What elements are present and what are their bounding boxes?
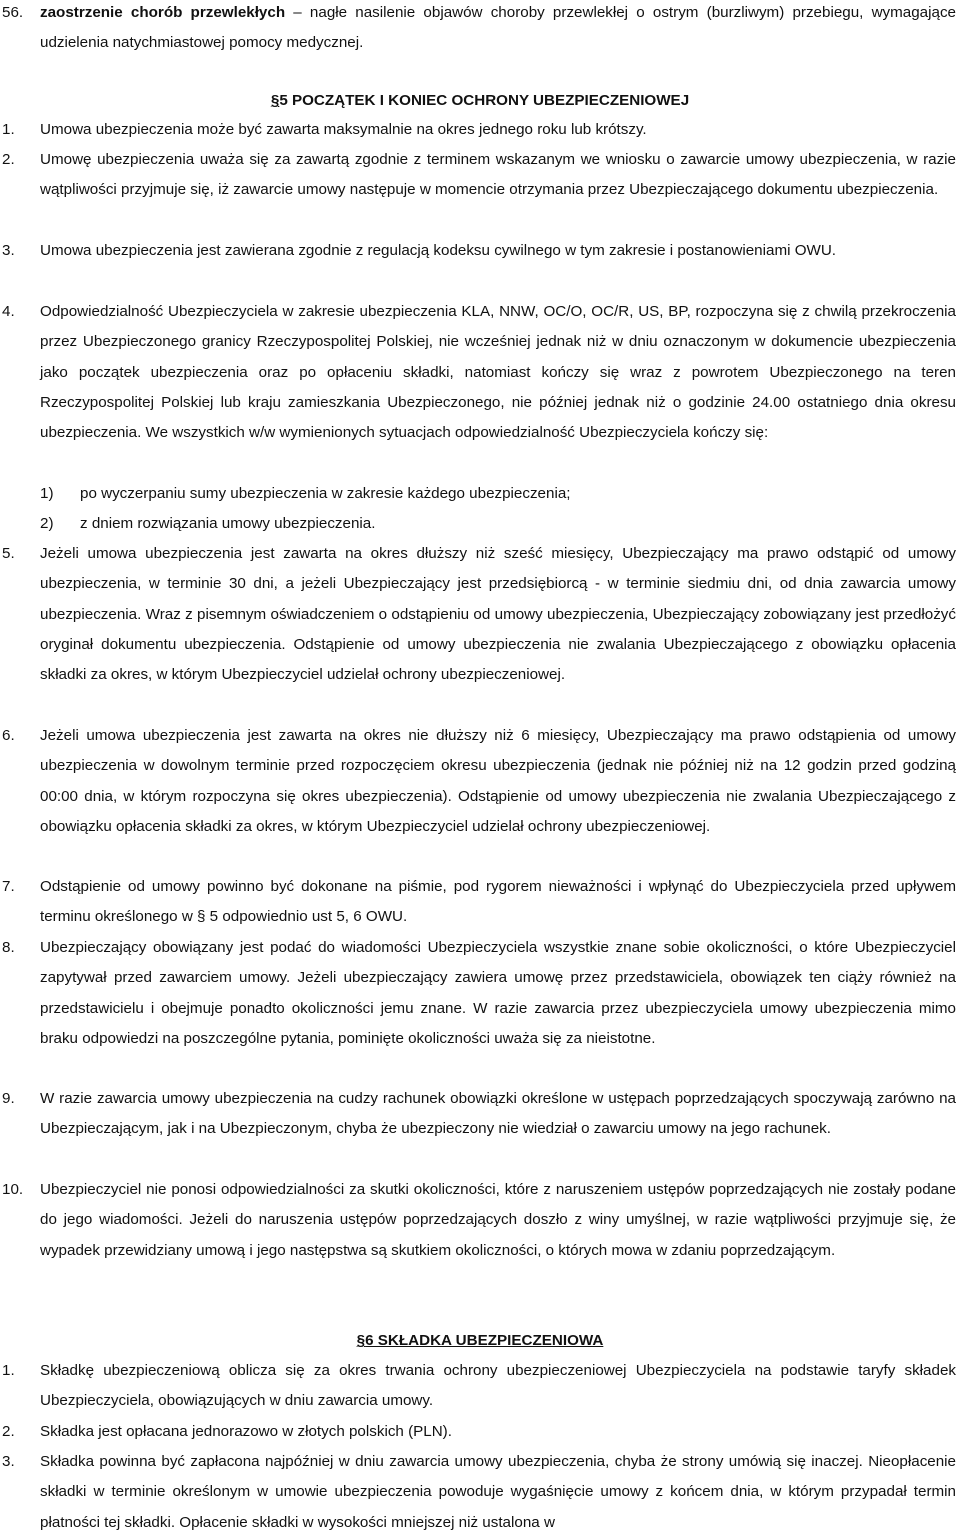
item-number: 1): [40, 485, 54, 502]
section-title: 5 POCZĄTEK I KONIEC OCHRONY UBEZPIECZENIOWEJ: [279, 92, 690, 109]
section-5-item-8: [0, 933, 956, 1054]
item-text: po wyczerpaniu sumy ubezpieczenia w zakresie każdego ubezpieczenia;: [80, 485, 571, 502]
item-text: Odpowiedzialność Ubezpieczyciela w zakresie ubezpieczenia KLA, NNW, OC/O, OC/R, US, BP, rozpoczyna się z chwilą przekroczenia przez Ubezpieczonego granicy Rzeczypospolitej Polskiej, nie wcześniej jednak niż w dniu oznaczonym w dokumencie ubezpieczenia jako początek ubezpieczenia oraz po opłaceniu składki, natomiast kończy się wraz z powrotem Ubezpieczonego na teren Rzeczypospolitej Polskiej lub kraju zamieszkania Ubezpieczonego, nie później jednak niż o godzinie 24.00 ostatniego dnia okresu ubezpieczenia. We wszystkich w/w wymienionych sytuacjach odpowiedzialność Ubezpieczyciela kończy się:: [40, 303, 956, 442]
definition-text: – nagłe nasilenie objawów choroby przewlekłej o ostrym (burzliwym) przebiegu, wymagające udzielenia natychmiastowej pomocy medycznej.: [40, 4, 956, 52]
section-5-item-1: [0, 115, 956, 145]
item-text: Jeżeli umowa ubezpieczenia jest zawarta na okres nie dłuższy niż 6 miesięcy, Ubezpieczający ma prawo odstąpienia od umowy ubezpieczenia w dowolnym terminie przed rozpoczęciem okresu ubezpieczenia (jednak nie później niż na 12 godzin przed godziną 00:00 dnia, w którym rozpoczyna się okres ubezpieczenia). Odstąpienie od umowy ubezpieczenia nie zwalania Ubezpieczającego z obowiązku opłacenia składki za okres, w którym Ubezpieczyciel udzielał ochrony ubezpieczeniowej.: [40, 727, 956, 835]
item-number: 6.: [2, 727, 15, 744]
section-5-item-9: [0, 1084, 956, 1145]
item-text: W razie zawarcia umowy ubezpieczenia na cudzy rachunek obowiązki określone w ustępach poprzedzających spoczywają zarówno na Ubezpieczającym, jak i na Ubezpieczonym, chyba że ubezpieczony nie wiedział o zawarciu umowy na jego rachunek.: [40, 1090, 956, 1138]
item-text: Umowa ubezpieczenia może być zawarta maksymalnie na okres jednego roku lub krótszy.: [40, 121, 647, 138]
item-number: 9.: [2, 1090, 15, 1107]
item-number: 1.: [2, 121, 15, 138]
defined-term: zaostrzenie chorób przewlekłych: [40, 4, 286, 21]
item-text: [40, 0, 956, 59]
item-text: Umowa ubezpieczenia jest zawierana zgodnie z regulacją kodeksu cywilnego w tym zakresie i postanowieniami OWU.: [40, 242, 837, 259]
item-number: 56.: [2, 4, 24, 21]
section-5-item-6: [0, 721, 956, 842]
item-number: 2): [40, 515, 54, 532]
section-5-subitem-2: [0, 509, 956, 539]
item-number: 3.: [2, 1453, 15, 1470]
item-text: z dniem rozwiązania umowy ubezpieczenia.: [80, 515, 376, 532]
section-5-subitem-1: [0, 479, 956, 509]
item-text: Ubezpieczający obowiązany jest podać do wiadomości Ubezpieczyciela wszystkie znane sobie okoliczności, o które Ubezpieczyciel zapytywał przed zawarciem umowy. Jeżeli ubezpieczający zawiera umowę przez przedstawiciela, obowiązek ten ciąży również na przedstawicielu i obejmuje ponadto okoliczności jemu znane. W razie zawarcia przez ubezpieczyciela umowy ubezpieczenia mimo braku odpowiedzi na poszczególne pytania, pominięte okoliczności uważa się za nieistotne.: [40, 939, 956, 1047]
section-5-item-4: [0, 297, 956, 448]
item-number: 2.: [2, 1423, 15, 1440]
section-symbol: §: [356, 1332, 366, 1349]
item-number: 2.: [2, 151, 15, 168]
item-number: 7.: [2, 878, 15, 895]
item-number: 3.: [2, 242, 15, 259]
definition-item-56: [0, 0, 956, 59]
item-text: Składka jest opłacana jednorazowo w złotych polskich (PLN).: [40, 1423, 452, 1440]
item-text: Umowę ubezpieczenia uważa się za zawartą zgodnie z terminem wskazanym we wniosku o zawarcie umowy ubezpieczenia, w razie wątpliwości przyjmuje się, iż zawarcie umowy następuje w momencie otrzymania przez Ubezpieczającego dokumentu ubezpieczenia.: [40, 151, 956, 199]
item-number: 5.: [2, 545, 15, 562]
section-symbol: §: [270, 92, 280, 109]
item-number: 4.: [2, 303, 15, 320]
item-text: Składkę ubezpieczeniową oblicza się za okres trwania ochrony ubezpieczeniowej Ubezpieczyciela na podstawie taryfy składek Ubezpieczyciela, obowiązujących w dniu zawarcia umowy.: [40, 1362, 956, 1410]
section-5-item-10: [0, 1175, 956, 1266]
section-5-item-7: [0, 872, 956, 933]
item-text: Jeżeli umowa ubezpieczenia jest zawarta na okres dłuższy niż sześć miesięcy, Ubezpieczający ma prawo odstąpić od umowy ubezpieczenia, w terminie 30 dni, a jeżeli Ubezpieczający jest przedsiębiorcą - w terminie siedmiu dni, od dnia zawarcia umowy ubezpieczenia. Wraz z pisemnym oświadczeniem o odstąpieniu od umowy ubezpieczenia, Ubezpieczający zobowiązany jest przedłożyć oryginał dokumentu ubezpieczenia. Odstąpienie od umowy ubezpieczenia nie zwalania Ubezpieczającego z obowiązku opłacenia składki za okres, w którym Ubezpieczyciel udzielał ochrony ubezpieczeniowej.: [40, 545, 956, 684]
item-number: 8.: [2, 939, 15, 956]
section-6-item-2: [0, 1417, 956, 1447]
section-5-item-2: [0, 145, 956, 206]
section-6-item-3: [0, 1447, 956, 1538]
item-number: 10.: [2, 1181, 24, 1198]
section-6-item-1: [0, 1356, 956, 1417]
section-5-item-3: [0, 236, 956, 266]
section-5-item-5: [0, 539, 956, 690]
section-title: 6 SKŁADKA UBEZPIECZENIOWA: [365, 1332, 604, 1349]
item-number: 1.: [2, 1362, 15, 1379]
section-5-heading: [0, 86, 960, 116]
section-6-heading: [0, 1326, 960, 1356]
item-text: Ubezpieczyciel nie ponosi odpowiedzialności za skutki okoliczności, które z naruszeniem ustępów poprzedzających nie zostały podane do jego wiadomości. Jeżeli do naruszenia ustępów poprzedzających doszło z winy umyślnej, w razie wątpliwości przyjmuje się, że wypadek przewidziany umową i jego następstwa są skutkiem okoliczności, o których mowa w zdaniu poprzedzającym.: [40, 1181, 956, 1259]
item-text: Składka powinna być zapłacona najpóźniej w dniu zawarcia umowy ubezpieczenia, chyba że strony umówią się inaczej. Nieopłacenie składki w terminie określonym w umowie ubezpieczenia powoduje wygaśnięcie umowy z końcem dnia, w którym przypadał termin płatności tej składki. Opłacenie składki w wysokości mniejszej niż ustalona w: [40, 1453, 956, 1531]
item-text: Odstąpienie od umowy powinno być dokonane na piśmie, pod rygorem nieważności i wpłynąć do Ubezpieczyciela przed upływem terminu określonego w § 5 odpowiednio ust 5, 6 OWU.: [40, 878, 956, 926]
